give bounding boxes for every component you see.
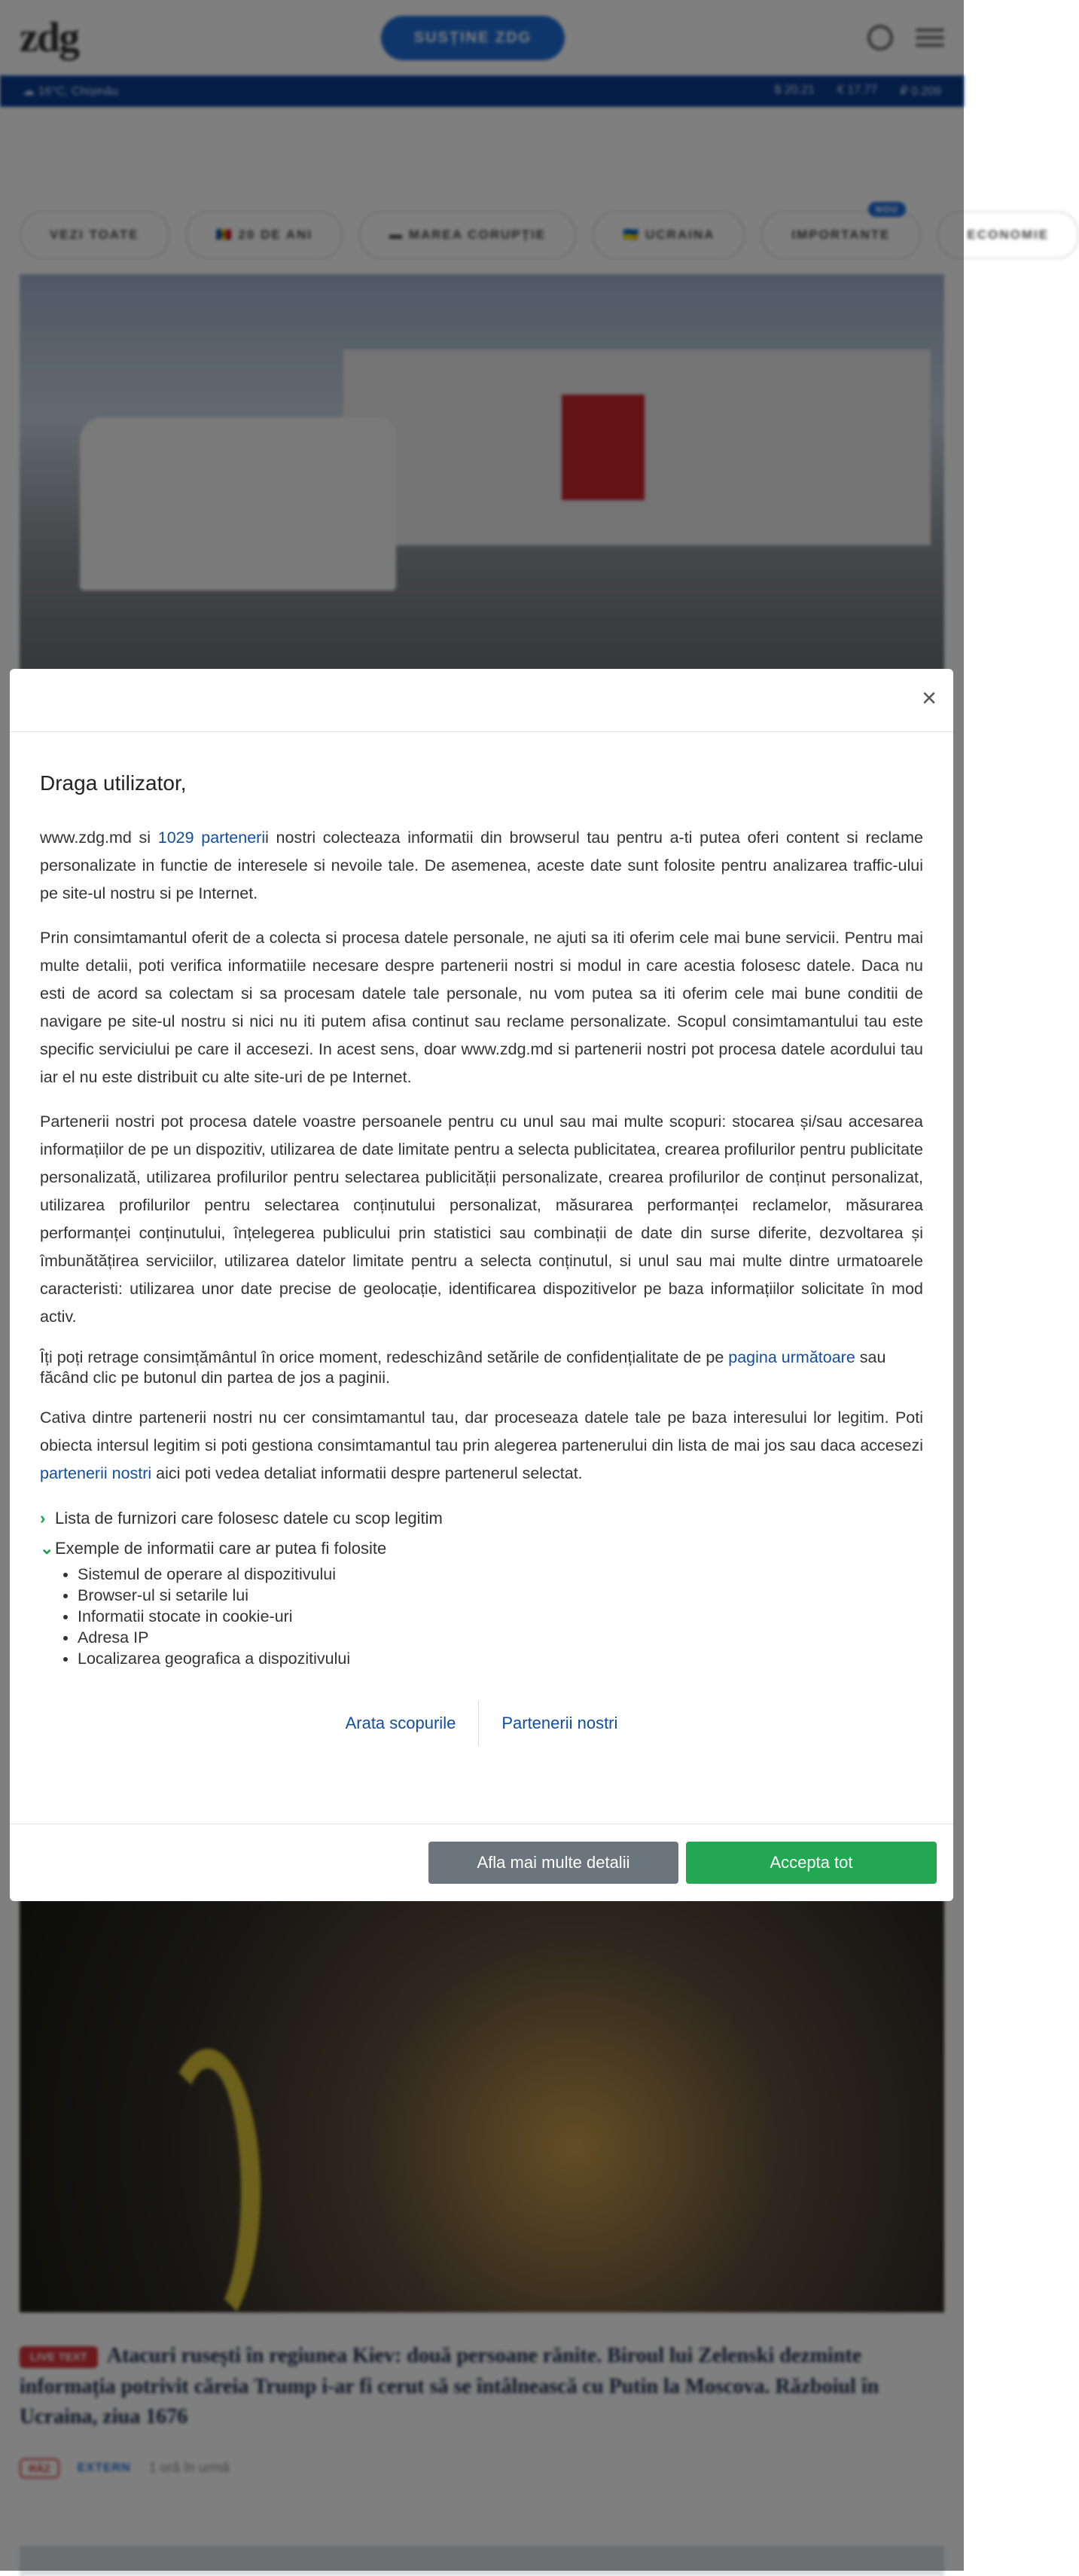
consent-paragraph-3: Partenerii nostri pot procesa datele voastre persoanele pentru cu unul sau mai multe scopuri: stocarea și/sau accesarea informațiilor de pe un dispozitiv, utilizarea de date limitate pentru a selecta publicitatea, crearea profilurilor pentru publicitate personalizată, utilizarea profilurilor pentru selectarea publicității personalizate, crearea profilurilor de conținut personalizat, utilizarea profilurilor pentru selectarea conținutului personalizat, măsurarea performanței reclamelor, măsurarea performanței conținutului, înțelegerea publicului prin statistici sau combinații de date din surse diferite, dezvoltarea și îmbunătățirea serviciilor, utilizarea datelor limitate pentru a selecta conținutul, si unul sau mai multe dintre urmatoarele caracteristi: utilizarea unor date precise de geolocație, identificarea dispozitivelor pe baza informațiilor solicitate în mod activ. <box>40 1108 923 1331</box>
modal-header <box>10 669 953 732</box>
close-icon[interactable]: × <box>922 685 937 711</box>
our-partners-link[interactable]: Partenerii nostri <box>479 1709 640 1738</box>
next-page-link[interactable]: pagina următoare <box>728 1348 855 1366</box>
consent-modal <box>10 669 953 1901</box>
greeting: Draga utilizator, <box>40 765 923 801</box>
consent-paragraph-4: Îți poți retrage consimțământul în orice moment, redeschizând setările de confidențialitate de pe pagina următoare sau făcând clic pe butonul din partea de jos a paginii. <box>40 1348 923 1388</box>
our-partners-inline-link[interactable]: partenerii nostri <box>40 1464 151 1482</box>
consent-paragraph-2: Prin consimtamantul oferit de a colecta si procesa datele personale, ne ajuti sa iti oferim cele mai bune servicii. Pentru mai multe detalii, poti verifica informatiile necesare despre partenerii nostri si modul in care acestia folosesc datele. Daca nu esti de acord sa colectam si sa procesam datele tale personale, nu vom putea sa iti oferim cele mai bune conditii de navigare pe site-ul nostru si nici nu iti putem afisa continut sau reclame personalizate. Scopul consimtamantului tau este specific serviciului pe care il accesezi. In acest sens, doar www.zdg.md si partenerii nostri pot procesa datele acordului tau iar el nu este distribuit cu alte site-uri de pe Internet. <box>40 924 923 1091</box>
chevron-right-icon: › <box>40 1504 50 1533</box>
modal-links <box>40 1700 923 1747</box>
accept-all-button[interactable]: Accepta tot <box>686 1842 937 1884</box>
chip-economy[interactable]: ECONOMIE <box>937 211 1079 259</box>
chevron-down-icon: ⌄ <box>40 1534 50 1563</box>
more-details-button[interactable]: Afla mai multe detalii <box>428 1842 678 1884</box>
list-item: • Localizarea geografica a dispozitivului <box>78 1649 923 1670</box>
modal-footer <box>10 1824 953 1901</box>
consent-paragraph-5: Cativa dintre partenerii nostri nu cer consimtamantul tau, dar proceseaza datele tale pe baza interesului lor legitim. Poti obiecta intersul legitim si poti gestiona consimtamantul tau prin alegerea partenerului din lista de mai jos sau daca accesezi partenerii nostri aici poti vedea detaliat informatii despre partenerul selectat. <box>40 1404 923 1488</box>
show-purposes-link[interactable]: Arata scopurile <box>323 1709 479 1738</box>
examples-list <box>40 1564 923 1670</box>
list-item: • Adresa IP <box>78 1628 923 1649</box>
list-item: • Sistemul de operare al dispozitivului <box>78 1564 923 1586</box>
modal-body <box>10 732 953 1747</box>
toggle-legitimate-vendors[interactable]: › Lista de furnizori care folosesc datele cu scop legitim <box>40 1504 923 1533</box>
consent-paragraph-1: www.zdg.md si 1029 partenerii nostri colecteaza informatii din browserul tau pentru a-ti putea oferi content si reclame personalizate in functie de interesele si nevoile tale. De asemenea, aceste date sunt folosite pentru analizarea traffic-ului pe site-ul nostru si pe Internet. <box>40 824 923 908</box>
list-item: • Informatii stocate in cookie-uri <box>78 1607 923 1628</box>
partners-count-link[interactable]: 1029 parteneri <box>158 829 265 847</box>
toggle-info-examples[interactable]: ⌄Exemple de informatii care ar putea fi folosite <box>40 1534 923 1563</box>
list-item: • Browser-ul si setarile lui <box>78 1586 923 1607</box>
